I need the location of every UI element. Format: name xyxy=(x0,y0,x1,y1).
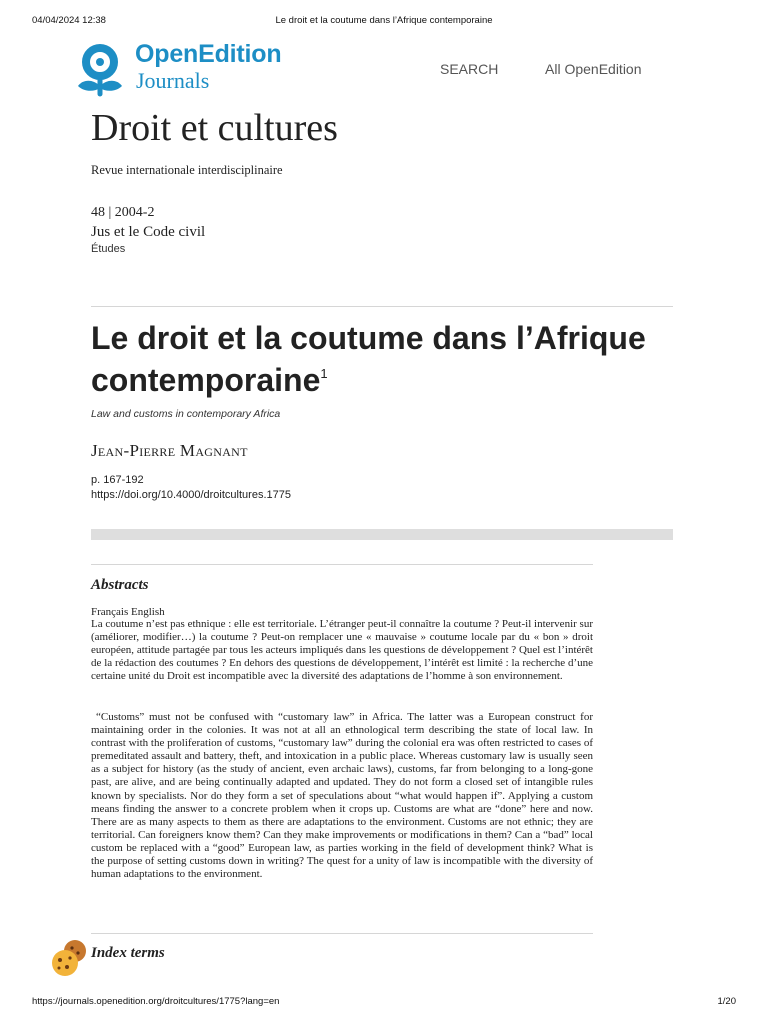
issue-number[interactable]: 48 | 2004-2 xyxy=(91,205,155,220)
journal-subtitle: Revue internationale interdisciplinaire xyxy=(91,163,283,177)
abstract-english: “Customs” must not be confused with “customary law” in Africa. The latter was a European construct for maintaining order in the colonies. It was not at all an ethnological term describing the state of local law. In contrast with the proliferation of customs, “customary law” during the colonial era was often restricted to cases of premeditated assault and battery, theft, and intoxication in a public place. Whereas customary law is usually seen as a subject for history (as the study of ancient, even archaic laws), customs, far from belonging to a long-gone past, are alive, and are being continually adapted and updated. They do not form a closed set of intangible rules known by specialists. Nor do they form a set of speculations about “what would happen if”. Applying a custom means finding the answer to a concrete problem when it crops up. Customs are what are “done” here and now. There are as many aspects to them as there are adaptations to the environment. Customs are not ethnic; they are territorial. Can foreigners know them? Can they make improvements or modifications in them? Can a “bad” local custom be replaced with a “good” European law, as parties working in the field of development think? What is the purpose of setting customs down in writing? The quest for a unity of law is incompatible with the diversity of human adaptations to the environment. xyxy=(91,711,593,881)
index-terms-heading: Index terms xyxy=(91,945,165,961)
print-datetime: 04/04/2024 12:38 xyxy=(32,15,106,26)
journal-title[interactable]: Droit et cultures xyxy=(91,107,338,149)
divider xyxy=(91,564,593,565)
abstract-language-links xyxy=(91,606,165,618)
all-openedition-link[interactable]: All OpenEdition xyxy=(545,61,642,77)
author-name[interactable]: Jean-Pierre Magnant xyxy=(91,441,248,460)
print-page-number: 1/20 xyxy=(717,996,736,1007)
footnote-reference[interactable]: 1 xyxy=(320,366,328,381)
article-title-text: Le droit et la coutume dans l’Afrique contemporaine xyxy=(91,320,646,398)
print-url: https://journals.openedition.org/droitcultures/1775?lang=en xyxy=(32,996,280,1007)
abstract-french: La coutume n’est pas ethnique : elle est territoriale. L’étranger peut-il connaître la coutume ? Peut-il intervenir sur (améliorer, modifier…) la coutume ? Peut-on remplacer une « mauvaise » coutume locale par du « bon » droit européen, attitude partagée par tous les acteurs impliqués dans les questions de développement ? Quel est l’intérêt de la rédaction des coutumes ? En dehors des questions de développement, l’intérêt est limité : la recherche d’une certaine unité du Droit est incompatible avec la diversité des adaptations de l’homme à son environnement. xyxy=(91,618,593,683)
page-range: p. 167-192 xyxy=(91,474,144,486)
doi-link[interactable]: https://doi.org/10.4000/droitcultures.1775 xyxy=(91,489,291,501)
section-name: Études xyxy=(91,243,126,255)
article-title xyxy=(91,317,671,401)
brand-name: OpenEdition xyxy=(135,40,282,68)
language-link-en[interactable]: English xyxy=(131,606,165,618)
alternate-title: Law and customs in contemporary Africa xyxy=(91,408,281,420)
openedition-logo[interactable] xyxy=(74,40,314,100)
divider xyxy=(91,306,673,307)
print-page-title: Le droit et la coutume dans l’Afrique contemporaine xyxy=(275,15,493,26)
issue-title[interactable]: Jus et le Code civil xyxy=(91,224,206,240)
cookie-icon[interactable] xyxy=(50,938,90,978)
abstracts-heading: Abstracts xyxy=(91,577,149,593)
language-link-fr[interactable]: Français xyxy=(91,606,129,618)
search-link[interactable]: SEARCH xyxy=(440,61,499,77)
divider xyxy=(91,933,593,934)
toolbar-bar xyxy=(91,529,673,540)
openedition-flower-icon xyxy=(74,42,126,98)
brand-subname: Journals xyxy=(136,68,210,93)
